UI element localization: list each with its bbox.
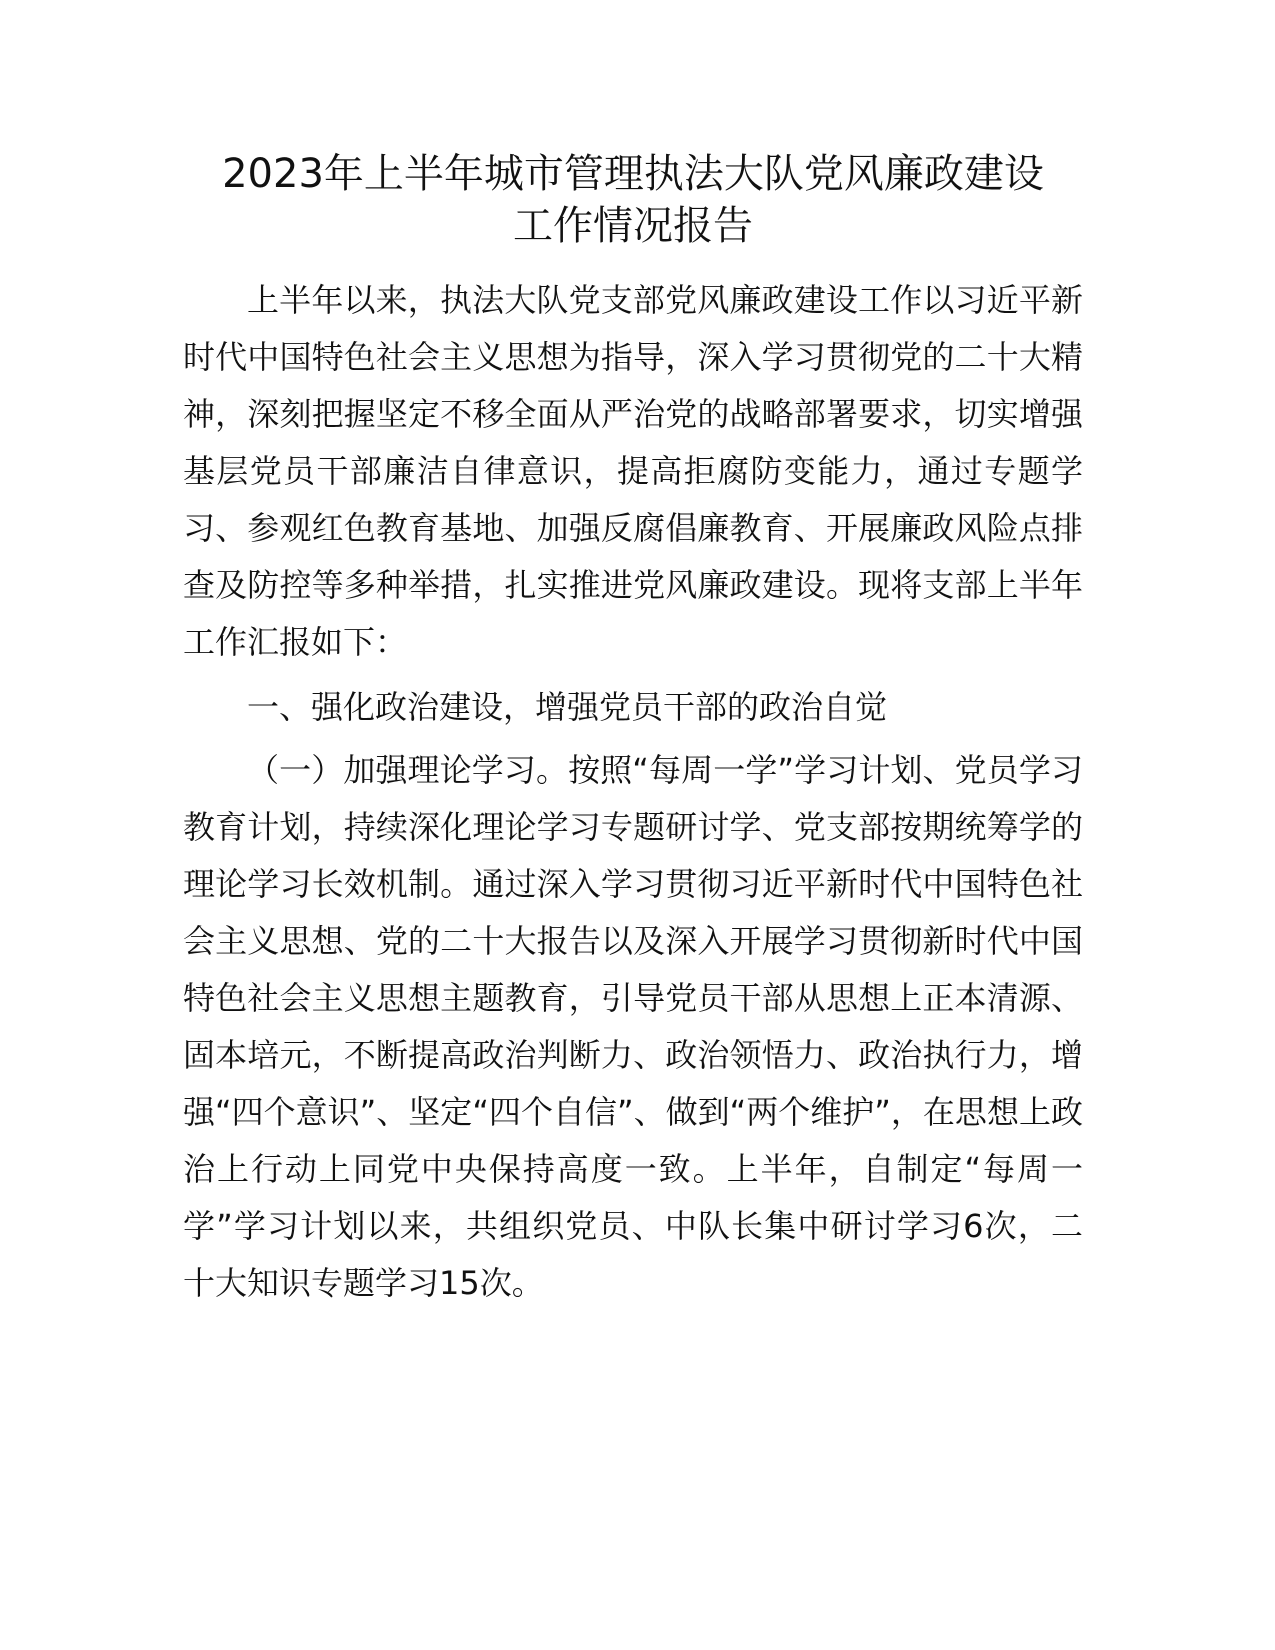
section-1-subsection-1-paragraph: （一）加强理论学习。按照“每周一学”学习计划、党员学习教育计划，持续深化理论学习专题研讨学、党支部按期统筹学的理论学习长效机制。通过深入学习贯彻习近平新时代中国特色社会主义思想、党的二十大报告以及深入开展学习贯彻新时代中国特色社会主义思想主题教育，引导党员干部从思想上正本清源、固本培元，不断提高政治判断力、政治领悟力、政治执行力，增强“四个意识”、坚定“四个自信”、做到“两个维护”，在思想上政治上行动上同党中央保持高度一致。上半年，自制定“每周一学”学习计划以来，共组织党员、中队长集中研讨学习6次，二十大知识专题学习15次。: [183, 751, 1083, 1302]
intro-paragraph: 上半年以来，执法大队党支部党风廉政建设工作以习近平新时代中国特色社会主义思想为指导，深入学习贯彻党的二十大精神，深刻把握坚定不移全面从严治党的战略部署要求，切实增强基层党员干部廉洁自律意识，提高拒腐防变能力，通过专题学习、参观红色教育基地、加强反腐倡廉教育、开展廉政风险点排查及防控等多种举措，扎实推进党风廉政建设。现将支部上半年工作汇报如下：: [183, 281, 1083, 661]
document-body: [183, 148, 1083, 1312]
document-title: [183, 148, 1083, 252]
title-line-2: 工作情况报告: [513, 203, 753, 249]
section-heading-1: 一、强化政治建设，增强党员干部的政治自觉: [247, 688, 888, 726]
title-line-1: 2023年上半年城市管理执法大队党风廉政建设: [222, 151, 1044, 197]
